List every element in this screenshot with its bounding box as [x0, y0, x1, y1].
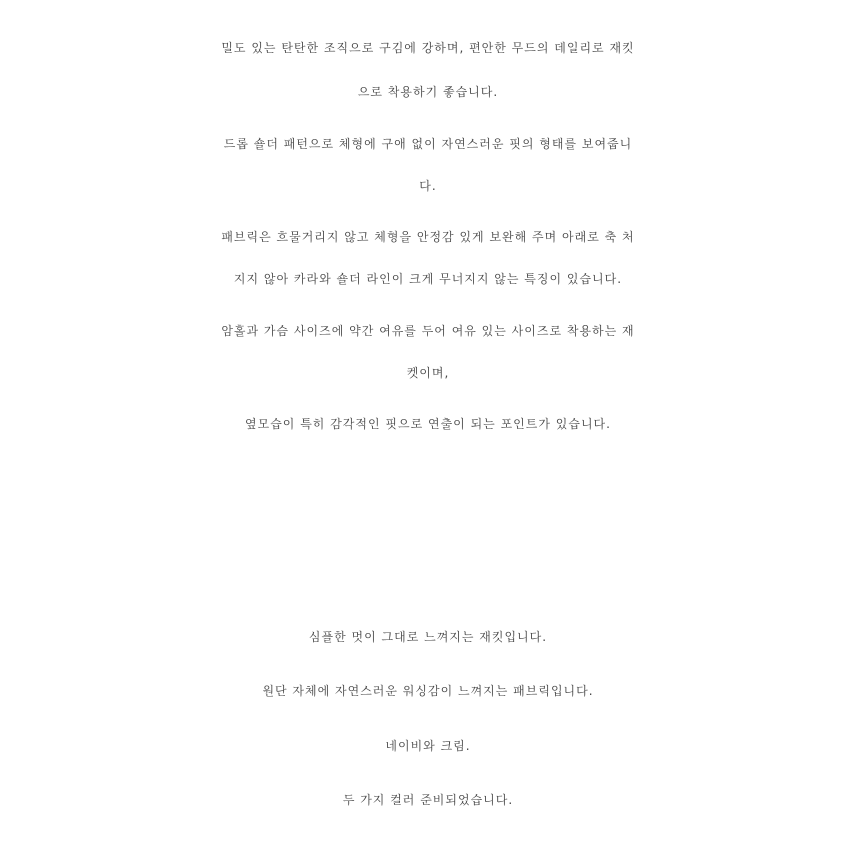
feature-item-3: 네이비와 크림. [385, 739, 471, 753]
feature-item-1: 심플한 멋이 그대로 느껴지는 재킷입니다. [308, 630, 548, 644]
description-paragraph-3-line-1: 패브릭은 흐물거리지 않고 체형을 안정감 있게 보완해 주며 아래로 축 처 [221, 230, 635, 244]
feature-item-4: 두 가지 컬러 준비되었습니다. [342, 793, 514, 807]
description-paragraph-2-line-1: 드롭 숄더 패턴으로 체형에 구애 없이 자연스러운 핏의 형태를 보여줍니 [223, 137, 633, 151]
description-paragraph-2-line-2: 다. [419, 179, 437, 193]
feature-item-2: 원단 자체에 자연스러운 워싱감이 느껴지는 패브릭입니다. [262, 684, 594, 698]
description-paragraph-4-line-1: 암홀과 가슴 사이즈에 약간 여유를 두어 여유 있는 사이즈로 착용하는 재 [221, 324, 635, 338]
description-paragraph-3-line-2: 지지 않아 카라와 숄더 라인이 크게 무너지지 않는 특징이 있습니다. [233, 272, 623, 286]
description-paragraph-1-line-1: 밀도 있는 탄탄한 조직으로 구김에 강하며, 편안한 무드의 데일리로 재킷 [221, 41, 635, 55]
description-paragraph-4-line-2: 켓이며, [406, 366, 450, 380]
description-paragraph-5-line-1: 옆모습이 특히 감각적인 핏으로 연출이 되는 포인트가 있습니다. [245, 417, 611, 431]
description-paragraph-1-line-2: 으로 착용하기 좋습니다. [357, 85, 499, 99]
